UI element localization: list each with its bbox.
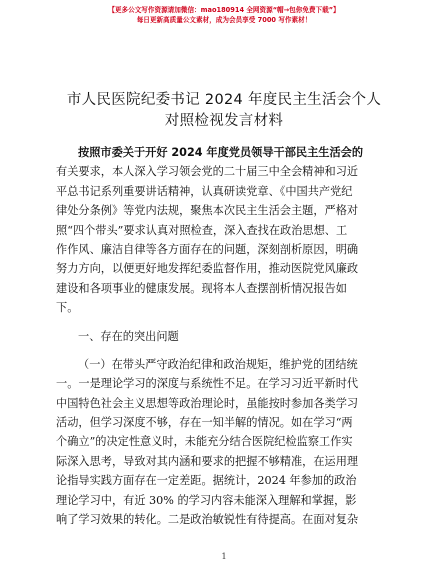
- section-heading: 一、存在的突出问题: [78, 329, 179, 343]
- subsection-line: 论指导实践方面存在一定差距。据统计，2024 年参加的政治: [56, 474, 357, 488]
- promo-banner: [0, 5, 448, 25]
- paragraph-1-line: 努力方向，以便更好地发挥纪委监督作用，推动医院党风廉政: [56, 262, 359, 276]
- paragraph-1-line: 照“四个带头”要求认真对照检查，深入查找在政治思想、工: [56, 223, 348, 237]
- subsection-line: 活动，但学习深度不够，存在一知半解的情况。如在学习“两: [56, 416, 353, 430]
- subsection-line: 个确立”的决定性意义时，未能充分结合医院纪检监察工作实: [56, 435, 353, 449]
- spacer: [56, 318, 392, 327]
- page-number: 1: [221, 552, 227, 561]
- paragraph-1-line: 作作风、廉洁自律等各方面存在的问题，深刻剖析原因，明确: [56, 242, 359, 256]
- subsection-line: （一）在带头严守政治纪律和政治规矩，维护党的团结统: [78, 357, 358, 371]
- paragraph-1-line: 平总书记系列重要讲话精神，认真研读党章、《中国共产党纪: [56, 184, 353, 198]
- paragraph-1-line: 有关要求，本人深入学习领会党的二十届三中全会精神和习近: [56, 165, 359, 179]
- paragraph-1-line: 建设和各项事业的健康发展。现将本人查摆剖析情况报告如: [56, 281, 347, 295]
- title-line-2: 对照检视发言材料: [164, 113, 284, 129]
- subsection-line: 响了学习效果的转化。二是政治敏锐性有待提高。在面对复杂: [56, 513, 359, 527]
- subsection-line: 中国特色社会主义思想等政治理论时，虽能按时参加各类学习: [56, 396, 359, 410]
- subsection-line: 理论学习中，有近 30% 的学习内容未能深入理解和掌握，影: [56, 493, 357, 507]
- document-title: [40, 90, 408, 132]
- document-body: [56, 143, 392, 529]
- banner-line-2: 每日更新高质量公文素材，成为会员享受 7000 写作素材！: [136, 16, 312, 24]
- spacer: [56, 346, 392, 355]
- paragraph-1-line: 按照市委关于开好 2024 年度党员领导干部民主生活会的: [78, 146, 364, 159]
- subsection-line: 际深入思考，导致对其内涵和要求的把握不够精准，在运用理: [56, 454, 359, 468]
- subsection-line: 一。一是理论学习的深度与系统性不足。在学习习近平新时代: [56, 377, 359, 391]
- title-line-1: 市人民医院纪委书记 2024 年度民主生活会个人: [66, 92, 382, 108]
- paragraph-1-line: 律处分条例》等党内法规，聚焦本次民主生活会主题，严格对: [56, 204, 359, 218]
- banner-line-1: 【更多公文写作资源请加微信：mao180914 全网资源“帽→包你免费下载”】: [108, 6, 340, 14]
- paragraph-1-line: 下。: [56, 301, 79, 315]
